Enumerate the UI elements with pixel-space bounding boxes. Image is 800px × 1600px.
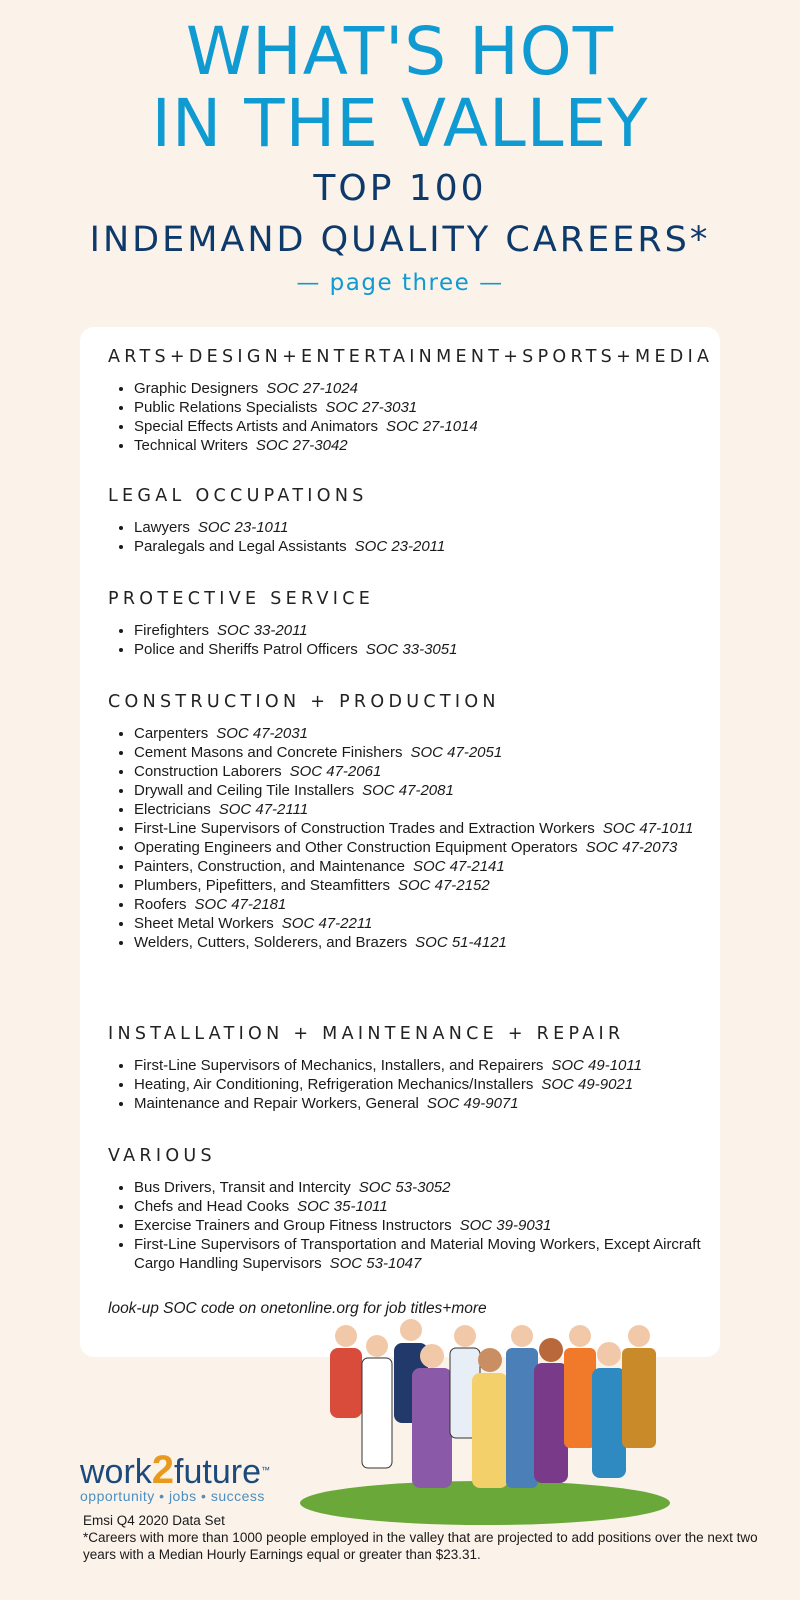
- career-item: [134, 857, 708, 876]
- section-heading: VARIOUS: [108, 1146, 216, 1166]
- logo-wordmark: work2future™: [80, 1448, 270, 1492]
- career-item: [134, 1216, 708, 1235]
- career-item: [134, 933, 708, 952]
- careers-card: [80, 327, 720, 1357]
- soc-code: SOC 47-2061: [289, 763, 382, 780]
- career-title: Graphic Designers: [134, 380, 259, 397]
- title-line-2: IN THE VALLEY: [151, 85, 649, 162]
- section-heading: INSTALLATION + MAINTENANCE + REPAIR: [108, 1024, 625, 1044]
- career-title: Technical Writers: [134, 437, 248, 454]
- work2future-logo: [80, 1448, 270, 1504]
- soc-code: SOC 49-9071: [426, 1095, 519, 1112]
- career-title: Firefighters: [134, 622, 210, 639]
- career-item: [134, 417, 708, 436]
- soc-lookup-note: look-up SOC code on onetonline.org for job titles+more: [108, 1300, 487, 1317]
- career-item: [134, 819, 708, 838]
- career-list: [108, 379, 708, 455]
- career-item: [134, 1178, 708, 1197]
- section-legal: [108, 486, 708, 556]
- career-item: [134, 781, 708, 800]
- section-arts: [108, 347, 714, 455]
- career-list: [108, 621, 708, 659]
- career-title: Carpenters: [134, 725, 209, 742]
- soc-code: SOC 47-2111: [218, 801, 309, 818]
- soc-code: SOC 47-2141: [413, 858, 505, 875]
- career-title: Bus Drivers, Transit and Intercity: [134, 1179, 351, 1196]
- career-item: [134, 895, 708, 914]
- career-item: [134, 743, 708, 762]
- career-list: [108, 1178, 708, 1273]
- soc-code: SOC 39-9031: [459, 1217, 552, 1234]
- career-title: Special Effects Artists and Animators: [134, 418, 379, 435]
- career-title: Cement Masons and Concrete Finishers: [134, 744, 403, 761]
- career-title: First-Line Supervisors of Construction Trades and Extraction Workers: [134, 820, 595, 837]
- career-item: [134, 398, 708, 417]
- page-label: — page three —: [296, 270, 504, 296]
- soc-code: SOC 47-2152: [397, 877, 490, 894]
- career-title: Sheet Metal Workers: [134, 915, 274, 932]
- career-item: [134, 621, 708, 640]
- career-list: [108, 518, 708, 556]
- footer: [83, 1512, 783, 1563]
- career-item: [134, 762, 708, 781]
- career-title: Operating Engineers and Other Construction Equipment Operators: [134, 839, 578, 856]
- footnote: *Careers with more than 1000 people employed in the valley that are projected to add positions over the next two years with a Median Hourly Earnings equal or greater than $23.31.: [83, 1530, 758, 1562]
- section-heading: CONSTRUCTION + PRODUCTION: [108, 692, 500, 712]
- subtitle-line-2: INDEMAND QUALITY CAREERS*: [89, 220, 711, 260]
- career-item: [134, 1094, 708, 1113]
- section-heading: PROTECTIVE SERVICE: [108, 589, 375, 609]
- soc-code: SOC 47-2051: [410, 744, 503, 761]
- soc-code: SOC 47-2081: [362, 782, 454, 799]
- career-title: Drywall and Ceiling Tile Installers: [134, 782, 355, 799]
- career-title: Maintenance and Repair Workers, General: [134, 1095, 419, 1112]
- career-title: Plumbers, Pipefitters, and Steamfitters: [134, 877, 390, 894]
- soc-code: SOC 33-3051: [365, 641, 458, 658]
- career-title: First-Line Supervisors of Mechanics, Installers, and Repairers: [134, 1057, 544, 1074]
- career-title: Roofers: [134, 896, 187, 913]
- soc-code: SOC 47-2181: [194, 896, 287, 913]
- career-item: [134, 640, 708, 659]
- career-item: [134, 518, 708, 537]
- soc-code: SOC 53-1047: [329, 1255, 422, 1272]
- soc-code: SOC 53-3052: [358, 1179, 451, 1196]
- soc-code: SOC 33-2011: [217, 622, 308, 639]
- career-title: Heating, Air Conditioning, Refrigeration Mechanics/Installers: [134, 1076, 534, 1093]
- logo-tagline: opportunity • jobs • success: [80, 1488, 265, 1504]
- soc-code: SOC 27-3031: [325, 399, 418, 416]
- soc-code: SOC 49-9021: [541, 1076, 634, 1093]
- soc-code: SOC 47-2211: [281, 915, 373, 932]
- title-line-1: WHAT'S HOT: [185, 13, 615, 90]
- soc-code: SOC 27-3042: [255, 437, 348, 454]
- career-title: Exercise Trainers and Group Fitness Instructors: [134, 1217, 452, 1234]
- soc-code: SOC 35-1011: [297, 1198, 388, 1215]
- career-title: Welders, Cutters, Solderers, and Brazers: [134, 934, 408, 951]
- career-item: [134, 1197, 708, 1216]
- section-construction: [108, 692, 708, 952]
- section-protective: [108, 589, 708, 659]
- section-heading: ARTS+DESIGN+ENTERTAINMENT+SPORTS+MEDIA: [108, 347, 714, 367]
- career-item: [134, 1235, 708, 1273]
- career-item: [134, 876, 708, 895]
- soc-code: SOC 23-1011: [197, 519, 289, 536]
- soc-code: SOC 27-1014: [386, 418, 478, 435]
- career-item: [134, 914, 708, 933]
- soc-code: SOC 47-2073: [585, 839, 678, 856]
- career-list: [108, 724, 708, 952]
- soc-code: SOC 27-1024: [266, 380, 358, 397]
- career-item: [134, 379, 708, 398]
- career-title: Painters, Construction, and Maintenance: [134, 858, 405, 875]
- soc-code: SOC 49-1011: [551, 1057, 642, 1074]
- section-various: [108, 1146, 708, 1273]
- career-item: [134, 724, 708, 743]
- career-item: [134, 436, 708, 455]
- career-title: Paralegals and Legal Assistants: [134, 538, 347, 555]
- career-item: [134, 537, 708, 556]
- career-title: Construction Laborers: [134, 763, 282, 780]
- career-item: [134, 800, 708, 819]
- soc-code: SOC 47-1011: [602, 820, 694, 837]
- soc-code: SOC 51-4121: [415, 934, 507, 951]
- career-list: [108, 1056, 708, 1113]
- career-title: Lawyers: [134, 519, 190, 536]
- workers-group: [330, 1319, 656, 1488]
- career-title: Public Relations Specialists: [134, 399, 318, 416]
- soc-code: SOC 23-2011: [354, 538, 446, 555]
- career-item: [134, 838, 708, 857]
- workers-illustration: [300, 1318, 690, 1528]
- career-title: Chefs and Head Cooks: [134, 1198, 290, 1215]
- soc-code: SOC 47-2031: [216, 725, 308, 742]
- section-installation: [108, 1024, 708, 1113]
- career-title: Electricians: [134, 801, 211, 818]
- career-title: Police and Sheriffs Patrol Officers: [134, 641, 358, 658]
- career-item: [134, 1056, 708, 1075]
- career-item: [134, 1075, 708, 1094]
- career-title: First-Line Supervisors of Transportation and Material Moving Workers, Except Aircraft Cargo Handling Supervisors: [134, 1236, 701, 1272]
- subtitle-line-1: TOP 100: [313, 168, 487, 209]
- dataset-source: Emsi Q4 2020 Data Set: [83, 1513, 225, 1528]
- section-heading: LEGAL OCCUPATIONS: [108, 486, 368, 506]
